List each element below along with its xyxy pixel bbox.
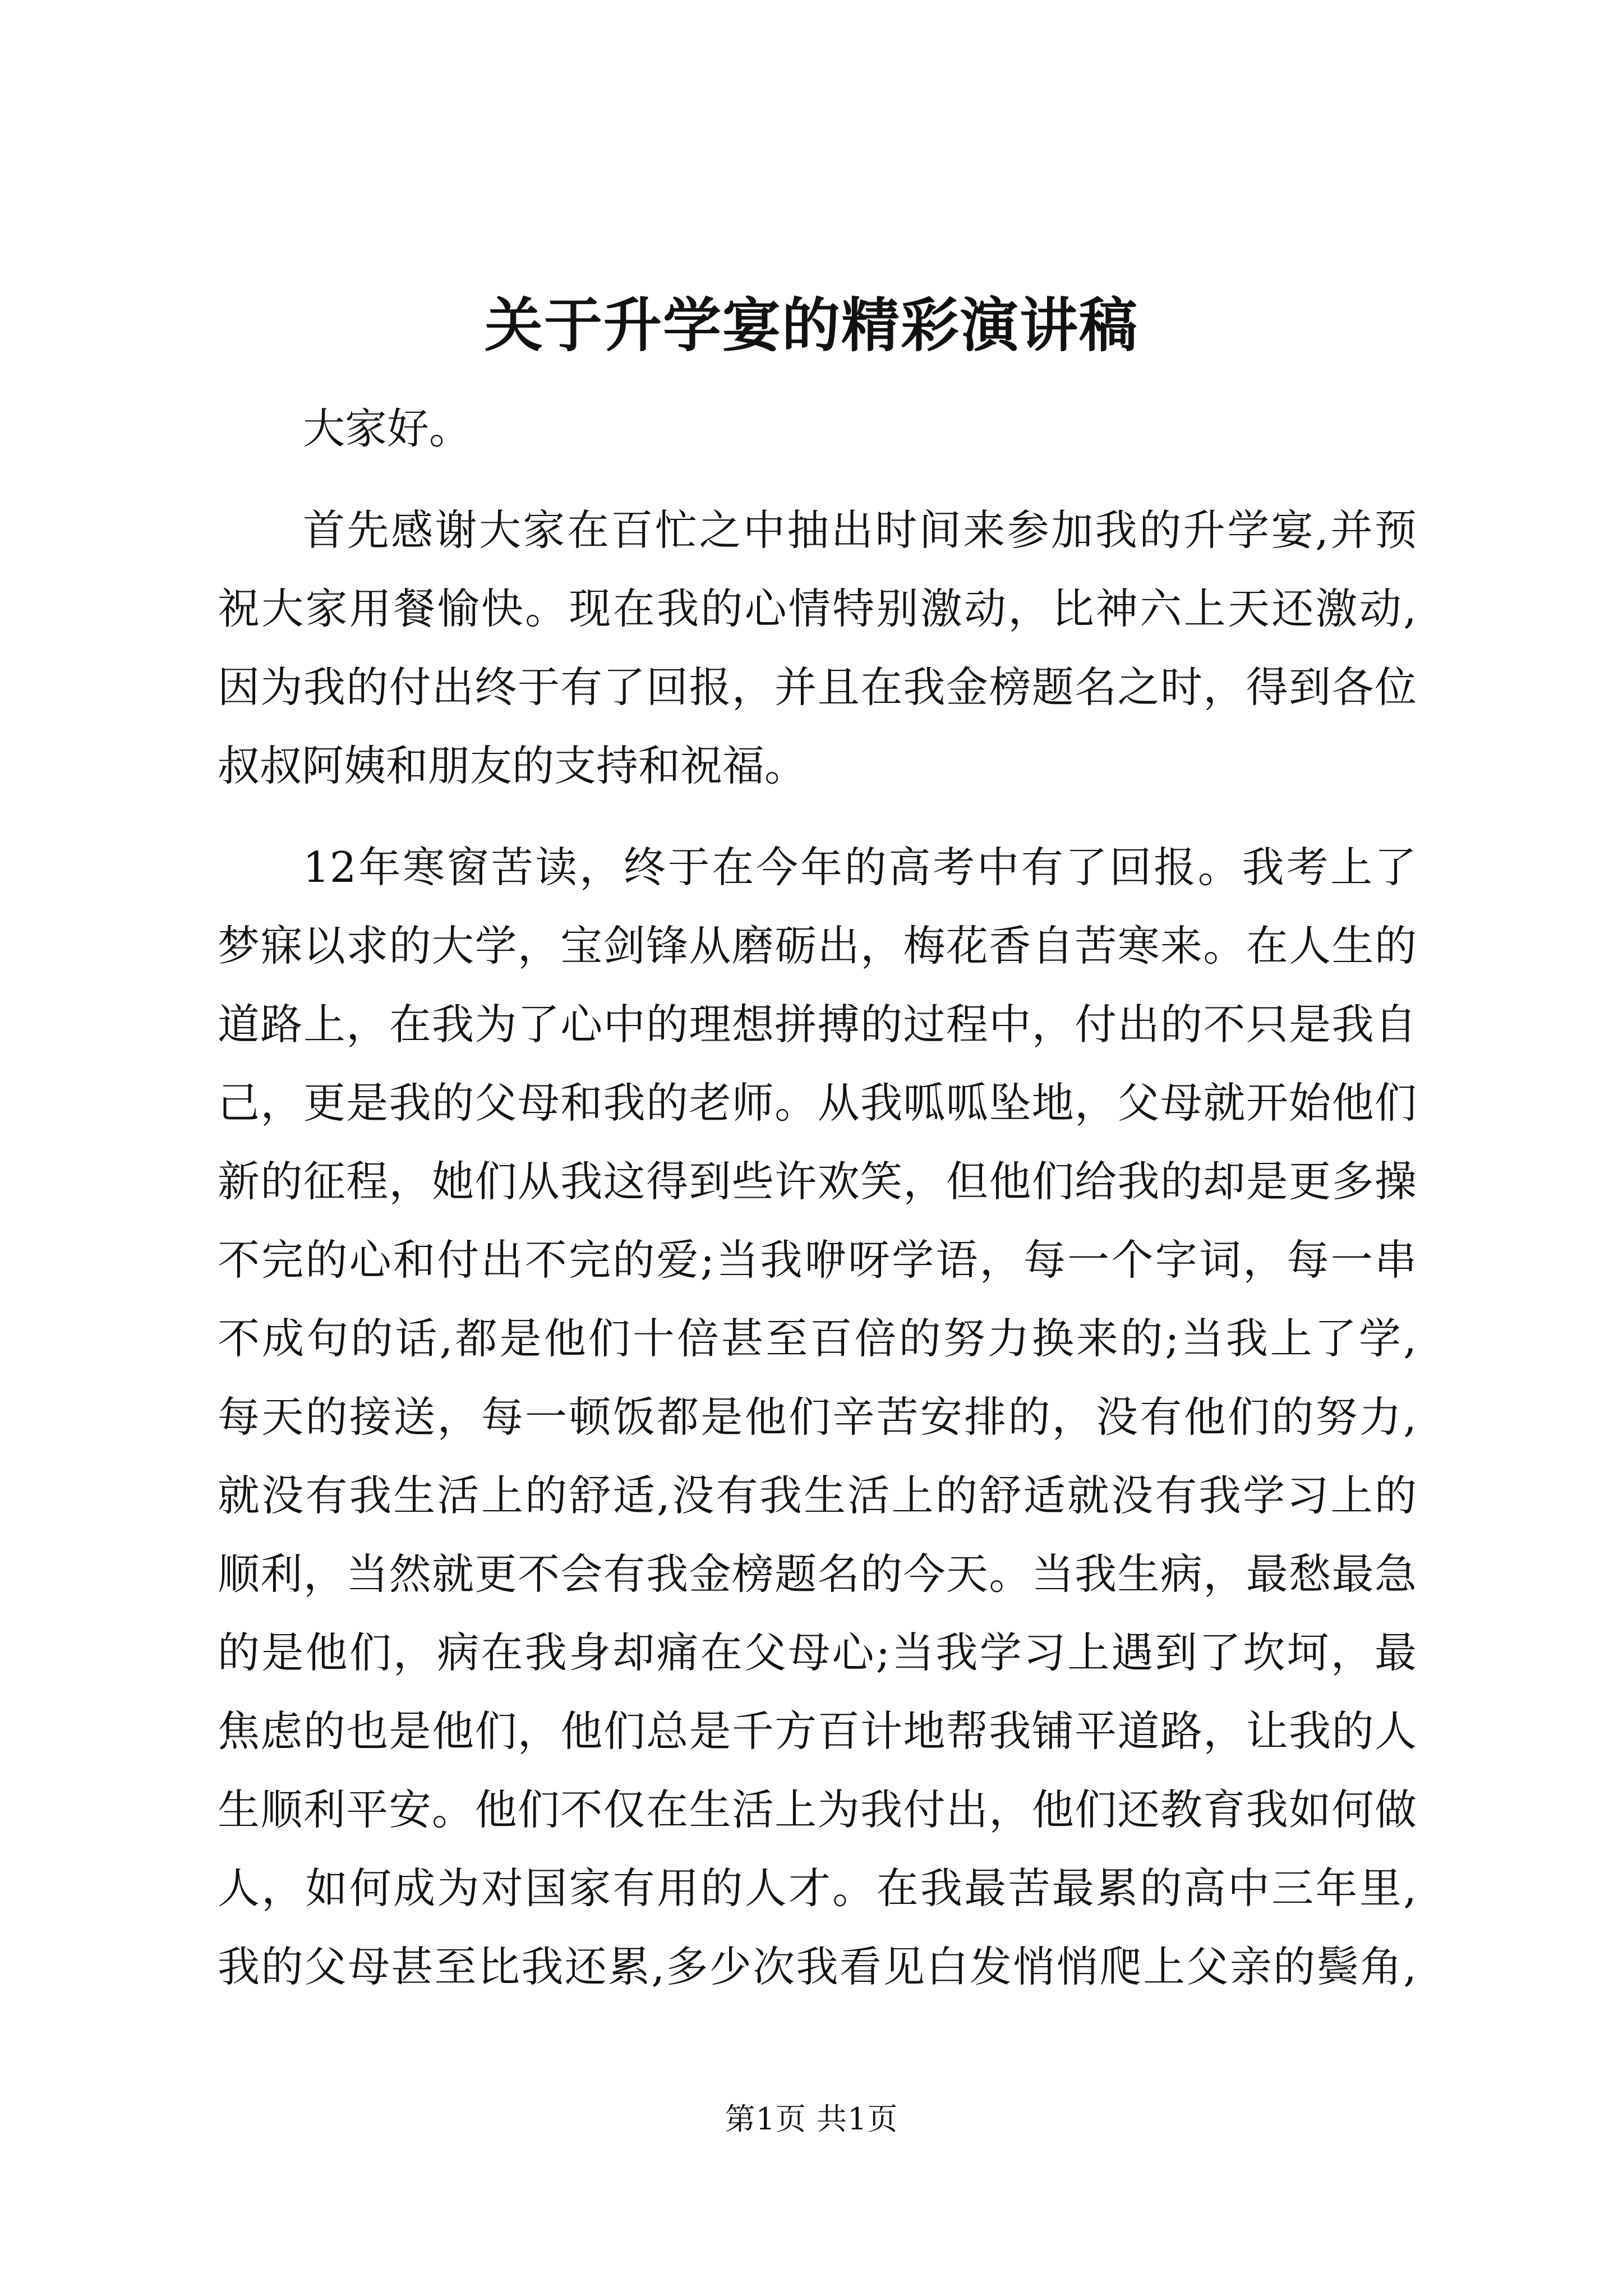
paragraph-line: 我的父母甚至比我还累,多少次我看见白发悄悄爬上父亲的鬓角, [218,1942,1417,1991]
greeting-line: 大家好。 [303,404,472,453]
paragraph-line: 不成句的话,都是他们十倍甚至百倍的努力换来的;当我上了学, [218,1314,1417,1363]
paragraph-line: 就没有我生活上的舒适,没有我生活上的舒适就没有我学习上的 [218,1471,1417,1520]
paragraph-line: 12年寒窗苦读，终于在今年的高考中有了回报。我考上了 [303,843,1417,892]
paragraph-line: 每天的接送，每一顿饭都是他们辛苦安排的，没有他们的努力, [218,1392,1417,1442]
paragraph-line: 叔叔阿姨和朋友的支持和祝福。 [218,741,807,790]
document-title: 关于升学宴的精彩演讲稿 [484,291,1138,360]
paragraph-line: 不完的心和付出不完的爱;当我咿呀学语，每一个字词，每一串 [218,1235,1417,1285]
paragraph-line: 梦寐以求的大学，宝剑锋从磨砺出，梅花香自苦寒来。在人生的 [218,921,1417,970]
paragraph-line: 首先感谢大家在百忙之中抽出时间来参加我的升学宴,并预 [303,505,1417,555]
paragraph-line: 祝大家用餐愉快。现在我的心情特别激动，比神六上天还激动, [218,584,1417,633]
paragraph-line: 的是他们，病在我身却痛在父母心;当我学习上遇到了坎坷，最 [218,1628,1417,1677]
paragraph-line: 生顺利平安。他们不仅在生活上为我付出，他们还教育我如何做 [218,1785,1417,1834]
paragraph-line: 新的征程，她们从我这得到些许欢笑，但他们给我的却是更多操 [218,1157,1417,1206]
paragraph-line: 人，如何成为对国家有用的人才。在我最苦最累的高中三年里, [218,1864,1417,1913]
page-footer: 第1页 共1页 [725,2101,898,2137]
paragraph-line: 顺利，当然就更不会有我金榜题名的今天。当我生病，最愁最急 [218,1549,1417,1599]
paragraph-line: 己，更是我的父母和我的老师。从我呱呱坠地，父母就开始他们 [218,1078,1417,1128]
paragraph-line: 因为我的付出终于有了回报，并且在我金榜题名之时，得到各位 [218,662,1417,712]
paragraph-line: 焦虑的也是他们，他们总是千方百计地帮我铺平道路，让我的人 [218,1706,1417,1756]
paragraph-line: 道路上，在我为了心中的理想拼搏的过程中，付出的不只是我自 [218,1000,1417,1049]
